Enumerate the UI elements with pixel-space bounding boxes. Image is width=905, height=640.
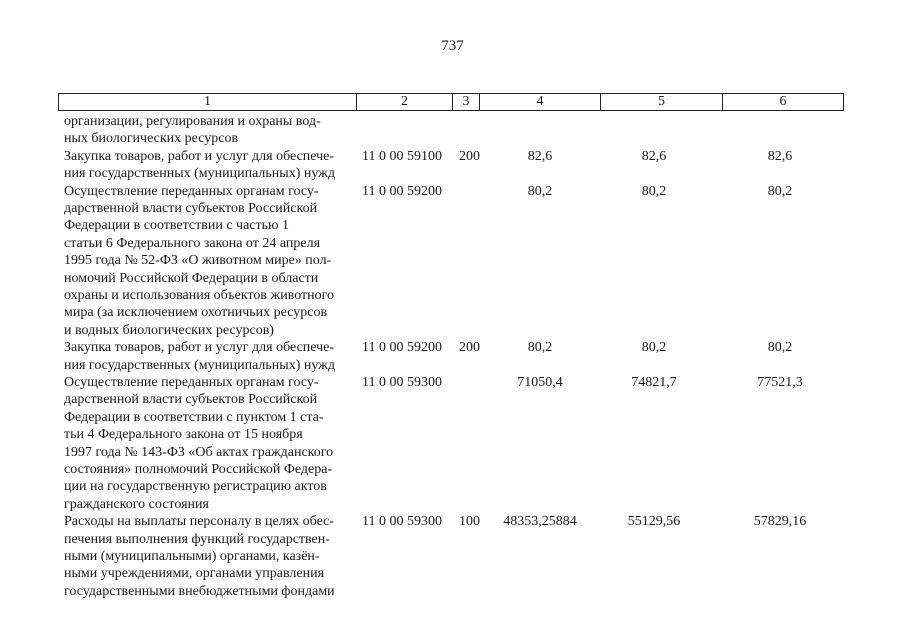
value-col-4: 48353,25884	[503, 514, 577, 530]
budget-code: 11 0 00 59300	[362, 514, 442, 530]
table-row	[0, 339, 905, 374]
column-header-1: 1	[59, 94, 357, 110]
description-line: Осуществление переданных органам госу-	[64, 183, 319, 199]
description-line: государственными внебюджетными фондами	[64, 583, 335, 599]
value-col-6: 82,6	[767, 148, 793, 164]
description-line: ния государственных (муниципальных) нужд	[64, 357, 335, 373]
table-row	[0, 148, 905, 183]
description-line: Закупка товаров, работ и услуг для обеспече-	[64, 148, 335, 164]
row-description	[64, 513, 350, 600]
description-line: дарственной власти субъектов Российской	[64, 392, 318, 408]
value-col-5: 82,6	[641, 148, 667, 164]
description-line: Расходы на выплаты персоналу в целях обес-	[64, 514, 335, 530]
value-col-6: 57829,16	[753, 514, 807, 530]
description-line: охраны и использования объектов животного	[64, 288, 335, 304]
column-header-5: 5	[601, 94, 723, 110]
page-number: 737	[441, 38, 464, 54]
row-description	[64, 339, 350, 374]
column-header-6: 6	[779, 94, 787, 109]
column-header-2: 2	[357, 94, 453, 110]
column-header-3: 3	[453, 94, 480, 110]
description-line: ния государственных (муниципальных) нужд	[64, 166, 335, 182]
description-line: ными учреждениями, органами управления	[64, 566, 325, 582]
description-line: мира (за исключением охотничьих ресурсов	[64, 305, 328, 321]
column-header-4: 4	[480, 94, 601, 110]
description-line: Закупка товаров, работ и услуг для обеспече-	[64, 340, 335, 356]
value-col-6: 80,2	[767, 340, 793, 356]
expense-type: 100	[459, 514, 480, 530]
description-line: гражданского состояния	[64, 496, 209, 512]
description-line: тьи 4 Федерального закона от 15 ноября	[64, 427, 303, 443]
budget-code: 11 0 00 59300	[362, 374, 442, 390]
description-line: ными (муниципальными) органами, казён-	[64, 548, 320, 564]
value-col-5: 80,2	[641, 340, 667, 356]
table-row	[0, 513, 905, 600]
description-line: ции на государственную регистрацию актов	[64, 479, 327, 495]
row-description	[64, 148, 350, 183]
value-col-5: 74821,7	[631, 374, 677, 390]
description-line: 1997 года № 143-ФЗ «Об актах гражданского	[64, 444, 334, 460]
expense-type: 200	[459, 340, 480, 356]
value-col-6: 77521,3	[757, 374, 803, 390]
description-line: организации, регулирования и охраны вод-	[64, 114, 321, 129]
description-line: статьи 6 Федерального закона от 24 апреля	[64, 235, 321, 251]
row-description	[64, 183, 350, 340]
description-line: состояния» полномочий Российской Федера-	[64, 462, 333, 478]
description-line: печения выполнения функций государствен-	[64, 531, 330, 547]
expense-type: 200	[459, 148, 480, 164]
description-line: и водных биологических ресурсов)	[64, 322, 274, 338]
description-line: Осуществление переданных органам госу-	[64, 374, 319, 390]
description-line: 1995 года № 52-ФЗ «О животном мире» пол-	[64, 253, 332, 269]
description-line: номочий Российской Федерации в области	[64, 270, 319, 286]
table-header	[58, 93, 844, 111]
value-col-4: 82,6	[527, 148, 553, 164]
description-line: ных биологических ресурсов	[64, 131, 239, 147]
value-col-5: 55129,56	[627, 514, 681, 530]
value-col-4: 71050,4	[517, 374, 563, 390]
value-col-6: 80,2	[767, 183, 793, 199]
value-col-5: 80,2	[641, 183, 667, 199]
description-line: Федерации в соответствии с пунктом 1 ста-	[64, 409, 324, 425]
row-description	[64, 113, 350, 148]
table-row	[0, 113, 905, 148]
value-col-4: 80,2	[527, 340, 553, 356]
value-col-4: 80,2	[527, 183, 553, 199]
description-line: Федерации в соответствии с частью 1	[64, 218, 289, 234]
budget-code: 11 0 00 59200	[362, 340, 442, 356]
budget-code: 11 0 00 59200	[362, 183, 442, 199]
table-body	[0, 113, 905, 600]
description-line: дарственной власти субъектов Российской	[64, 201, 318, 216]
table-row	[0, 183, 905, 340]
budget-code: 11 0 00 59100	[362, 148, 442, 164]
row-description	[64, 374, 350, 513]
table-row	[0, 374, 905, 513]
